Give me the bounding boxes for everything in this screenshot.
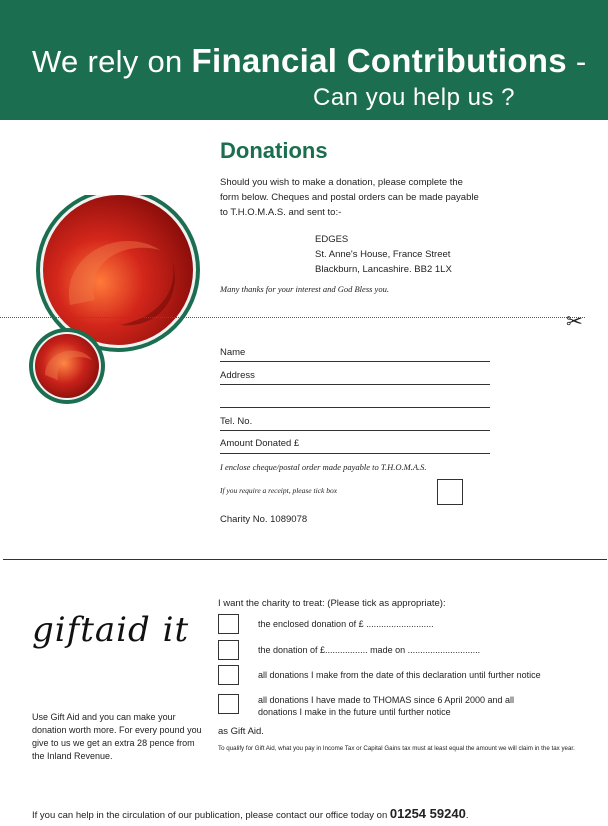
banner-prefix: We rely on <box>32 44 192 79</box>
banner-suffix: - <box>566 44 587 79</box>
address-field-line-2[interactable] <box>220 407 490 408</box>
address-field-line-1[interactable] <box>220 384 490 385</box>
tel-field[interactable] <box>220 430 490 431</box>
address-line-2: St. Anne's House, France Street <box>315 249 451 260</box>
footer-phone: 01254 59240 <box>389 806 466 821</box>
address-line-1: EDGES <box>315 234 349 245</box>
decorative-circles-graphic <box>0 195 220 410</box>
giftaid-option-3-label: all donations I make from the date of this declaration until further notice <box>258 670 541 680</box>
giftaid-option-2-label: the donation of £................. made on ............................. <box>258 645 481 655</box>
giftaid-heading: I want the charity to treat: (Please tick as appropriate): <box>218 598 446 609</box>
giftaid-option-2-checkbox[interactable] <box>218 640 239 660</box>
donations-intro: Should you wish to make a donation, please complete the form below. Cheques and postal orders can be made payable to T.H.O.M.A.S. and sent to:- <box>220 177 479 218</box>
small-red-circle <box>35 334 99 398</box>
footer-contact <box>32 806 468 821</box>
giftaid-info: Use Gift Aid and you can make your donation worth more. For every pound you give to us we get an extra 28 pence from the Inland Revenue. <box>32 712 202 761</box>
banner-bold-text: Financial Contributions <box>191 42 567 79</box>
giftaid-option-1-label: the enclosed donation of £ ........................... <box>258 619 434 629</box>
cut-line-divider <box>0 317 585 318</box>
giftaid-logo: giftaid it <box>32 610 190 650</box>
banner-subheadline: Can you help us ? <box>313 84 515 111</box>
giftaid-option-4-checkbox[interactable] <box>218 694 239 714</box>
giftaid-option-4-label: all donations I have made to THOMAS since 6 April 2000 and all donations I make in the future until further notice <box>258 695 514 717</box>
section-divider <box>3 559 607 560</box>
banner-headline <box>32 42 586 80</box>
name-label: Name <box>220 347 246 358</box>
large-red-circle <box>43 195 193 345</box>
as-gift-aid-text: as Gift Aid. <box>218 726 264 737</box>
giftaid-option-3-checkbox[interactable] <box>218 665 239 685</box>
address-line-3: Blackburn, Lancashire. BB2 1LX <box>315 264 452 275</box>
address-label: Address <box>220 370 255 381</box>
amount-label: Amount Donated £ <box>220 438 300 449</box>
tel-label: Tel. No. <box>220 416 253 427</box>
footer-text: If you can help in the circulation of our publication, please contact our office today on <box>32 810 390 821</box>
enclose-note: I enclose cheque/postal order made payable to T.H.O.M.A.S. <box>220 462 427 472</box>
charity-number: Charity No. 1089078 <box>220 514 308 525</box>
giftaid-option-1-checkbox[interactable] <box>218 614 239 634</box>
scissors-icon: ✂ <box>566 311 583 333</box>
footer-suffix: . <box>465 810 469 821</box>
name-field[interactable] <box>220 361 490 362</box>
receipt-note: If you require a receipt, please tick box <box>220 486 338 495</box>
receipt-checkbox[interactable] <box>437 479 463 505</box>
qualify-note: To qualify for Gift Aid, what you pay in Income Tax or Capital Gains tax must at least equal the amount we will claim in the tax year. <box>218 745 575 752</box>
thanks-note: Many thanks for your interest and God Bless you. <box>220 284 389 294</box>
donations-title: Donations <box>220 138 328 163</box>
amount-field[interactable] <box>220 453 490 454</box>
